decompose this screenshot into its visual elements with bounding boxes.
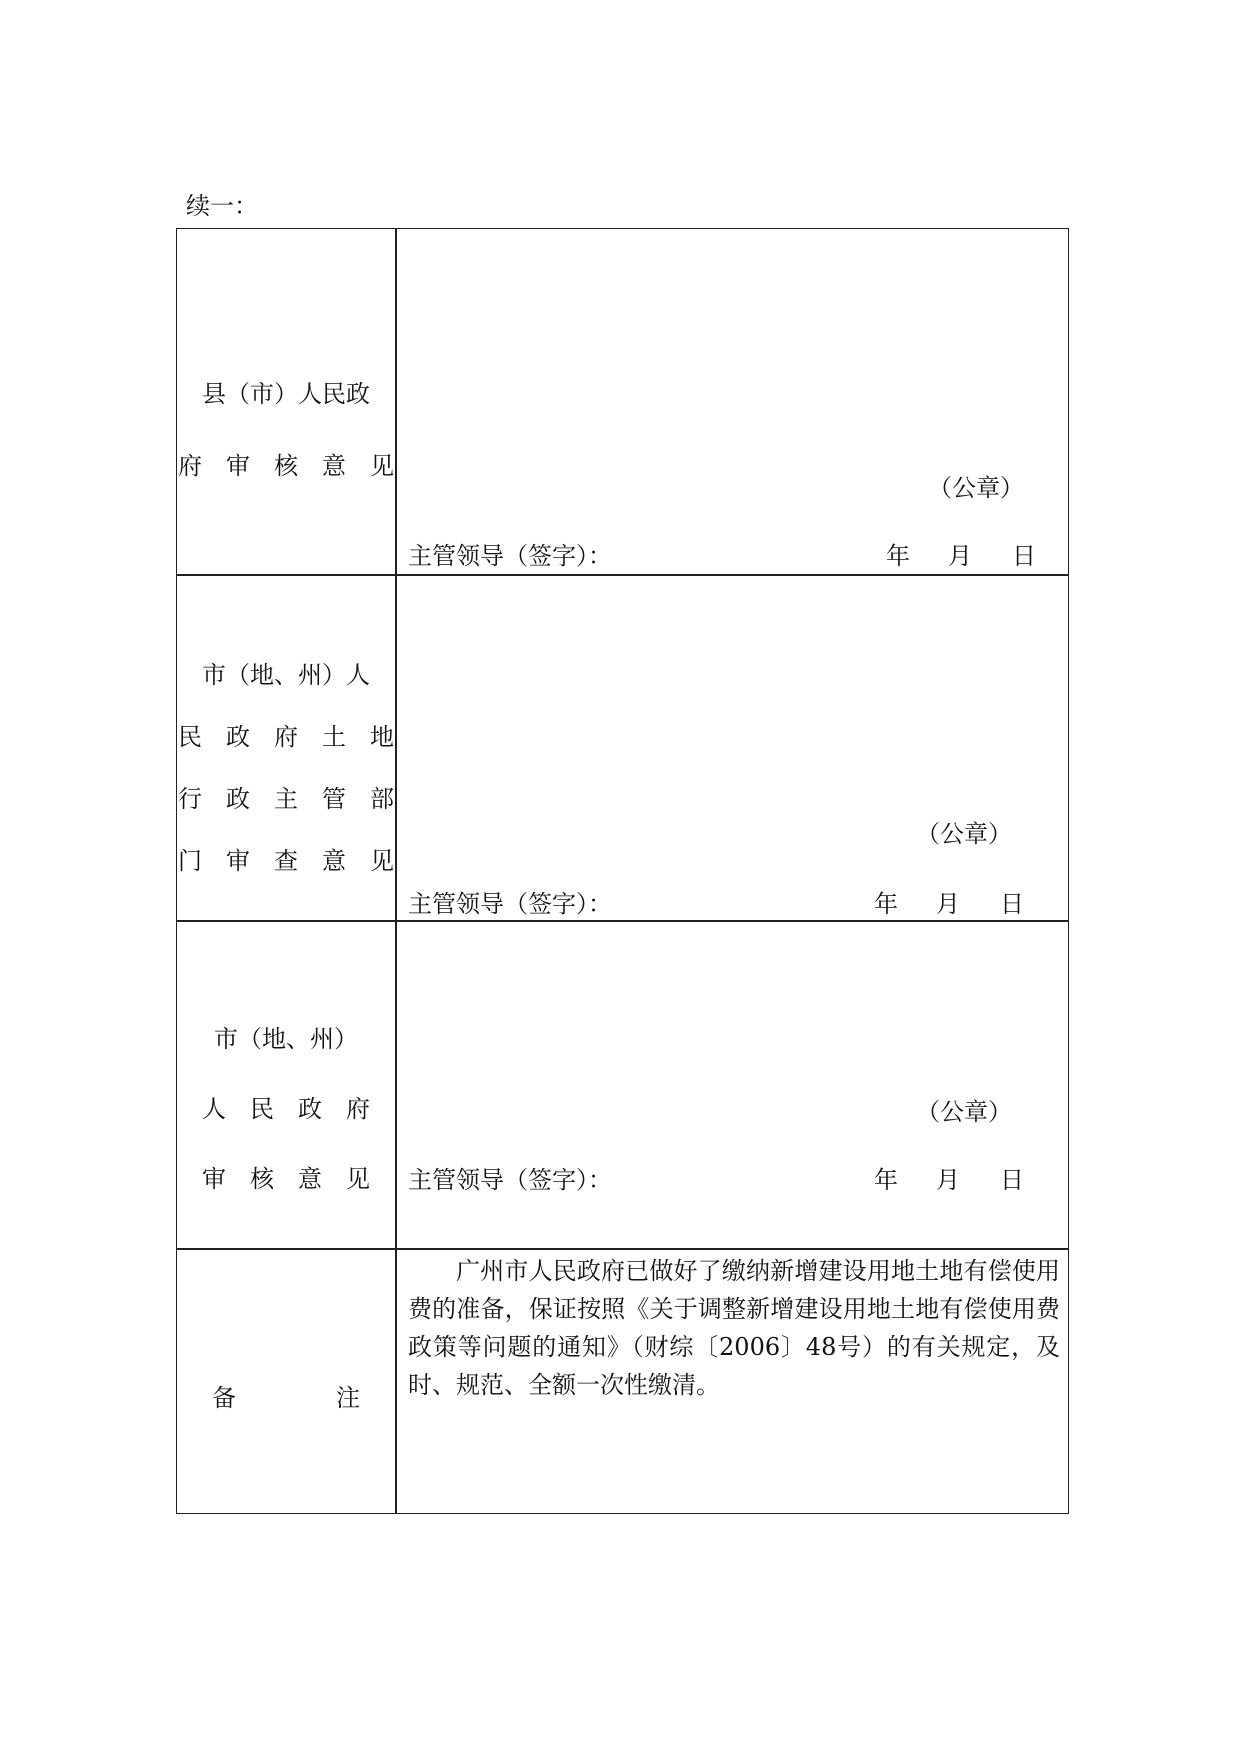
date-day: 日 (1000, 1166, 1024, 1194)
date-month: 月 (948, 542, 972, 570)
signature-field[interactable]: 主管领导（签字）： (408, 890, 612, 918)
label-line: 门审查意见 (178, 847, 418, 875)
table-row-divider (176, 574, 1069, 576)
label-line: 行政主管部 (178, 785, 418, 813)
official-seal-placeholder: （公章） (928, 474, 1024, 502)
city-government-review-label (176, 1004, 396, 1214)
label-line: 府审核意见 (178, 452, 418, 480)
date-year: 年 (874, 890, 898, 918)
table-row-divider (176, 1248, 1069, 1250)
date-day: 日 (1012, 542, 1036, 570)
continuation-label: 续一： (186, 192, 258, 220)
official-seal-placeholder: （公章） (916, 1098, 1012, 1126)
signature-field[interactable]: 主管领导（签字）： (408, 542, 612, 570)
remarks-label-right: 注 (336, 1384, 360, 1412)
date-year: 年 (886, 542, 910, 570)
date-month: 月 (936, 890, 960, 918)
date-day: 日 (1000, 890, 1024, 918)
label-line: 市（地、州）人 (202, 661, 370, 689)
label-line: 民政府土地 (178, 723, 418, 751)
label-line: 审核意见 (202, 1165, 394, 1193)
label-line: 人民政府 (202, 1095, 394, 1123)
date-year: 年 (874, 1166, 898, 1194)
label-line: 县（市）人民政 (202, 380, 370, 408)
label-line: 市（地、州） (214, 1025, 358, 1053)
remarks-label-left: 备 (212, 1384, 236, 1412)
remarks-text: 广州市人民政府已做好了缴纳新增建设用地土地有偿使用费的准备，保证按照《关于调整新增建设用地土地有偿使用费政策等问题的通知》（财综〔2006〕48号）的有关规定，及时、规范、全额一次性缴清。 (408, 1257, 1060, 1399)
county-government-review-label (176, 358, 418, 502)
city-land-department-review-label (176, 644, 418, 892)
remarks-label (176, 1378, 396, 1414)
signature-field[interactable]: 主管领导（签字）： (408, 1166, 612, 1194)
date-month: 月 (936, 1166, 960, 1194)
table-row-divider (176, 920, 1069, 922)
official-seal-placeholder: （公章） (916, 820, 1012, 848)
